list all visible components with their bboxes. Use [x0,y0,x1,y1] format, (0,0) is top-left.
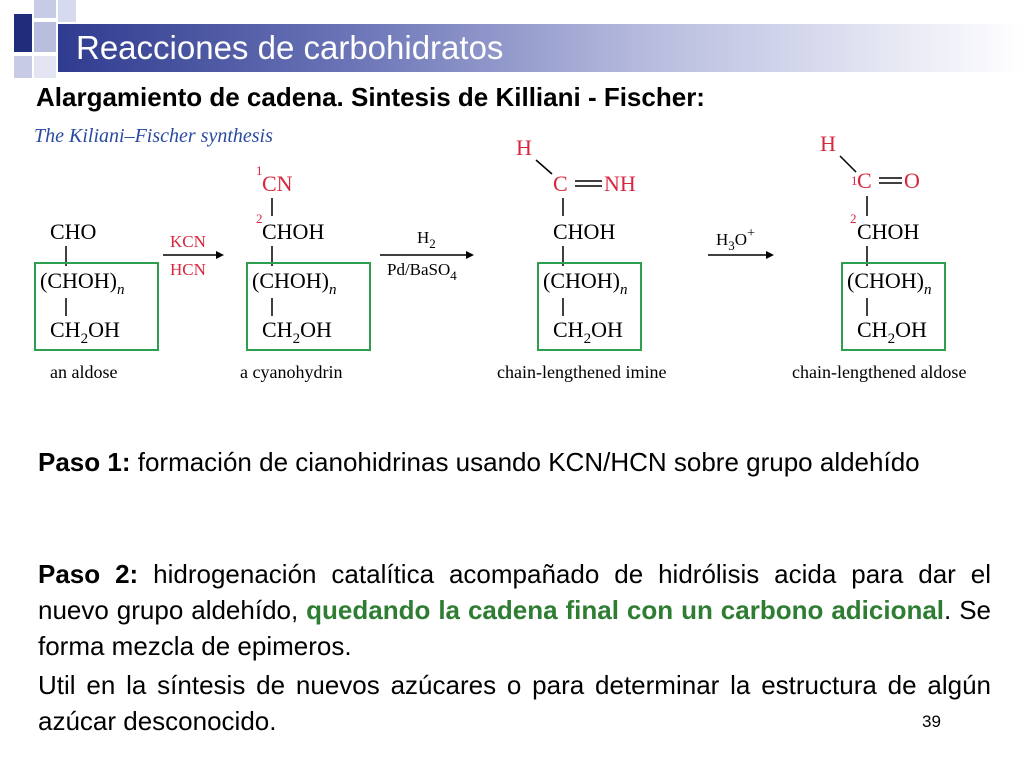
aldose2-label: chain-lengthened aldose [792,362,967,382]
corner-square-dark [14,14,32,52]
svg-text:1: 1 [851,173,858,188]
cyanohydrin-label: a cyanohydrin [240,362,343,382]
aldose2-chain: $(CHOH)_n$ [847,268,932,298]
imine-label: chain-lengthened imine [497,362,667,382]
imine-c: C [553,171,568,196]
step2-arrow [380,228,474,283]
slide-title: Reacciones de carbohidratos [76,29,504,66]
paso2-highlight: quedando la cadena final con un carbono adicional [306,595,945,625]
corner-square-light [58,0,76,22]
aldose2-o: O [904,168,920,193]
corner-square-mid-2 [14,56,32,78]
svg-text:2: 2 [256,211,263,226]
corner-square-pale [34,56,56,78]
imine-chain: $(CHOH)_n$ [543,268,628,298]
util-paragraph: Util en la síntesis de nuevos azúcares o para determinar la estructura de algún azúcar desconocido. [38,670,991,736]
cyanohydrin-choh: CHOH [262,219,325,244]
step2-reagent-h2: $H_2$ [417,228,436,251]
paso1-paragraph [38,444,991,480]
step2-reagent-catalyst: Pd/BaSO$_4$ [387,260,457,283]
imine-nh: NH [604,171,636,196]
imine-structure [497,135,666,382]
kiliani-fischer-scheme [0,118,1024,388]
page-number: 39 [922,712,941,731]
cyanohydrin-chain: $(CHOH)_n$ [252,268,337,298]
paso2-paragraph [38,556,991,664]
aldose-structure [35,219,158,382]
aldose2-choh: CHOH [857,219,920,244]
cyanohydrin-structure [240,163,370,382]
paso2-text1: hidrogenación catalítica acompañado de hidrólisis acida para dar el nuevo grupo aldehído, [38,559,991,625]
paso1-label: Paso 1: [38,447,131,477]
step1-reagent-hcn: HCN [170,260,206,279]
aldose2-c: C [857,168,872,193]
imine-bottom: $CH_2OH$ [553,317,623,347]
paso2-text2: . Se forma mezcla de epimeros. [38,595,991,661]
corner-square-light-2 [34,22,56,52]
aldose-label: an aldose [50,362,118,382]
slide-subtitle: Alargamiento de cadena. Sintesis de Killiani - Fischer: [36,82,705,112]
step1-reagent-kcn: KCN [170,232,206,251]
imine-choh: CHOH [553,219,616,244]
aldose-top: CHO [50,219,97,244]
aldose2-bottom: $CH_2OH$ [857,317,927,347]
aldose-chain: $(CHOH)_n$ [40,268,125,298]
paso1-text: formación de cianohidrinas usando KCN/HCN sobre grupo aldehído [130,447,920,477]
cyanohydrin-bottom: $CH_2OH$ [262,317,332,347]
scheme-caption: The Kiliani–Fischer synthesis [34,125,273,147]
step3-reagent: $H_3O^+$ [716,226,755,253]
step3-arrow [708,226,774,259]
aldose2-h: H [820,131,836,156]
imine-h: H [516,135,532,160]
cyanohydrin-cn: CN [262,171,293,196]
aldose-bottom: $CH_2OH$ [50,317,120,347]
svg-text:2: 2 [850,211,857,226]
paso2-label: Paso 2: [38,559,139,589]
corner-square-mid [34,0,56,18]
step1-arrow [163,232,224,279]
svg-text:1: 1 [256,163,263,178]
aldose2-structure [792,131,966,382]
